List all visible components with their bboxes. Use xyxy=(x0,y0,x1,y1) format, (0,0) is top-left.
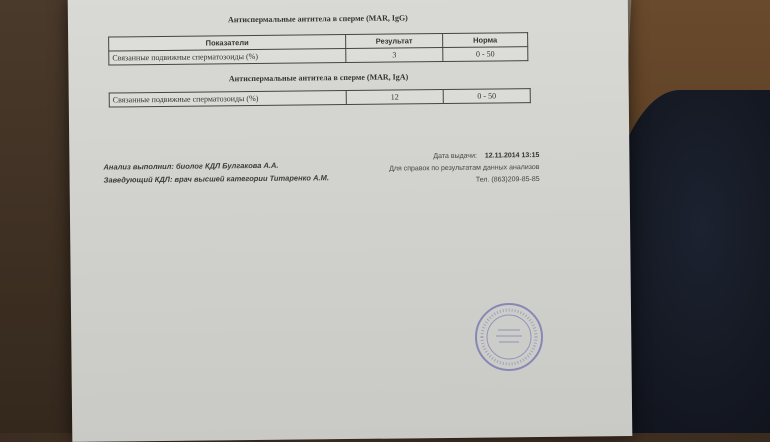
results-table-igg xyxy=(108,32,528,65)
table-row xyxy=(109,89,530,107)
header-indicator: Показатели xyxy=(109,35,346,51)
issue-date-line xyxy=(369,152,539,161)
norm-cell: 0 - 50 xyxy=(443,89,530,104)
issue-date: 12.11.2014 13:15 xyxy=(484,152,540,160)
phone-number: Тел. (863)209-85-85 xyxy=(475,176,540,184)
result-cell: 12 xyxy=(346,90,443,105)
indicator-cell: Связанные подвижные сперматозоиды (%) xyxy=(109,49,346,65)
lab-stamp xyxy=(474,302,544,372)
table-row xyxy=(109,47,528,65)
section-title-iga: Антиспермальные антитела в сперме (MAR, IgA) xyxy=(228,72,409,84)
issue-label: Дата выдачи: xyxy=(433,152,477,161)
result-cell: 3 xyxy=(346,48,443,63)
head-of-lab-signature: Заведующий КДЛ: врач высшей категории Титаренко А.М. xyxy=(103,173,329,185)
indicator-cell: Связанные подвижные сперматозоиды (%) xyxy=(109,91,346,107)
header-norm: Норма xyxy=(443,33,528,48)
section-title-igg: Антиспермальные антитела в сперме (MAR, IgG) xyxy=(227,13,408,25)
lab-report-sheet xyxy=(68,0,633,442)
header-result: Результат xyxy=(346,34,443,49)
results-table-iga xyxy=(109,88,531,107)
performed-by-signature: Анализ выполнил: биолог КДЛ Булгакова А.А. xyxy=(103,160,279,172)
inquiry-text: Для справок по результатам данных анализов xyxy=(389,164,540,173)
norm-cell: 0 - 50 xyxy=(443,47,528,62)
